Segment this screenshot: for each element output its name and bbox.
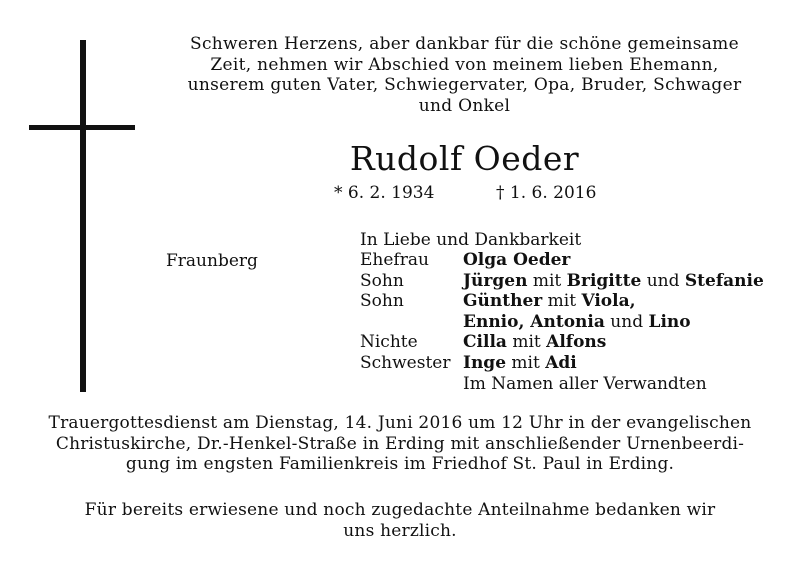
relation-label: Sohn: [360, 291, 404, 312]
mourner-row: [360, 271, 764, 292]
mourner-row: [360, 291, 764, 312]
mourners-list: [360, 250, 764, 394]
birth-date: * 6. 2. 1934: [334, 183, 435, 203]
mourner-name: Alfons: [546, 332, 607, 353]
mourner-row: [360, 332, 764, 353]
intro-text: [162, 34, 767, 116]
mourner-name: Adi: [545, 352, 577, 373]
connector-text: mit: [506, 352, 546, 373]
connector-text: und: [604, 311, 649, 332]
mourner-name: Viola,: [581, 291, 636, 312]
mourner-row: [360, 312, 764, 333]
service-line: gung im engsten Familienkreis im Friedhof St. Paul in Erding.: [125, 454, 675, 474]
relation-label: Ehefrau: [360, 250, 429, 270]
relation-label: [360, 312, 463, 333]
cross-vertical-bar: [80, 40, 86, 392]
mourner-name: Lino: [648, 311, 691, 332]
connector-text: mit: [542, 291, 582, 312]
closing-text: Im Namen aller Verwandten: [463, 373, 707, 394]
intro-line: Schweren Herzens, aber dankbar für die schöne gemeinsame: [190, 34, 739, 54]
mourner-row: [360, 374, 764, 395]
mourner-name: Günther: [463, 291, 543, 312]
service-line: Christuskirche, Dr.-Henkel-Straße in Erding mit anschließender Urnenbeerdi-: [55, 433, 745, 454]
intro-line: Zeit, nehmen wir Abschied von meinem lieben Ehemann,: [210, 54, 719, 75]
relation-label: Sohn: [360, 270, 404, 291]
mourner-row: [360, 250, 764, 271]
relation-label: Nichte: [360, 332, 418, 353]
service-line: Trauergottesdienst am Dienstag, 14. Juni 2016 um 12 Uhr in der evangelischen: [48, 413, 752, 433]
thanks-text: [60, 500, 740, 541]
connector-text: und: [641, 270, 685, 291]
mourner-row: [360, 353, 764, 374]
mourner-name: Olga Oeder: [463, 250, 571, 270]
connector-text: mit: [527, 270, 567, 291]
connector-text: mit: [506, 332, 547, 353]
death-date: † 1. 6. 2016: [496, 183, 597, 203]
mourner-name: Brigitte: [566, 270, 642, 291]
mourner-name: Cilla: [463, 332, 507, 353]
cross-horizontal-bar: [29, 125, 135, 130]
place-name: Fraunberg: [166, 251, 258, 271]
mourner-name: Ennio, Antonia: [463, 311, 605, 332]
mourner-name: Inge: [463, 352, 507, 373]
mourner-name: Jürgen: [463, 270, 528, 291]
deceased-name: Rudolf Oeder: [349, 139, 580, 178]
intro-line: und Onkel: [418, 95, 511, 116]
service-announcement: [28, 413, 772, 475]
thanks-line: uns herzlich.: [343, 520, 457, 541]
relation-label: Schwester: [360, 352, 451, 373]
thanks-line: Für bereits erwiesene und noch zugedachte Anteilnahme bedanken wir: [84, 500, 716, 520]
intro-line: unserem guten Vater, Schwiegervater, Opa, Bruder, Schwager: [187, 75, 742, 95]
mourner-name: Stefanie: [684, 270, 764, 291]
mourners-heading: In Liebe und Dankbarkeit: [360, 230, 582, 250]
